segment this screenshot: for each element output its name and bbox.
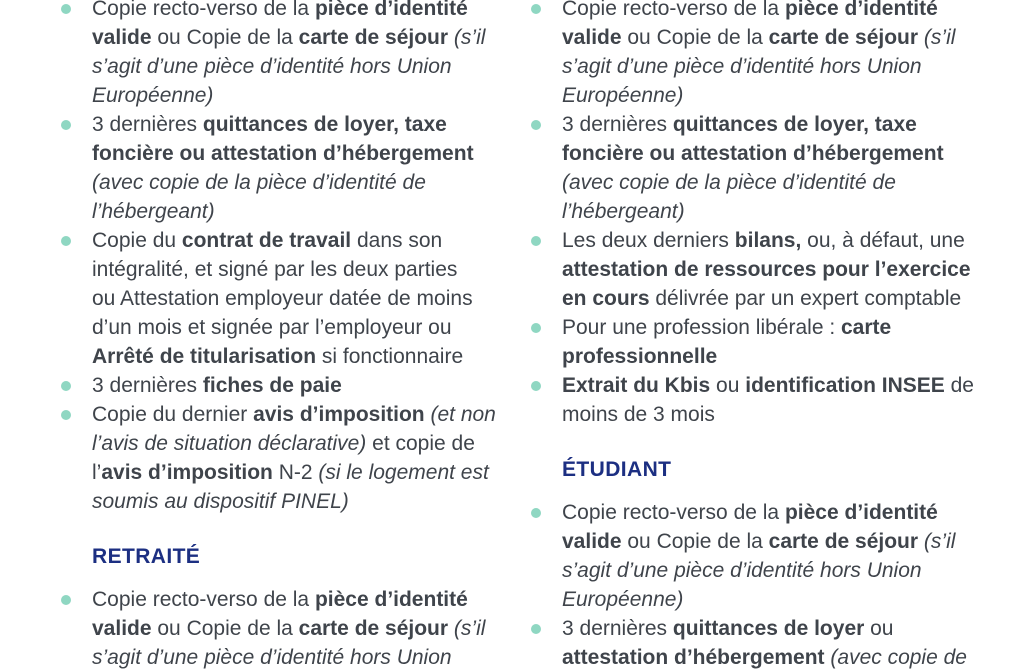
- text-run: s’agit d’une pièce d’identité hors Union: [562, 55, 922, 78]
- list-item: [92, 585, 537, 672]
- text-run: si fonctionnaire: [316, 345, 464, 368]
- text-run: valide: [562, 530, 622, 553]
- text-run: fiches de paie: [202, 374, 342, 397]
- text-run: bilans,: [734, 229, 802, 252]
- requirements-list-independant: [562, 0, 1012, 429]
- text-run: en cours: [562, 287, 650, 310]
- text-run: 3 dernières: [562, 113, 673, 136]
- text-run: Arrêté de titularisation: [92, 345, 317, 368]
- requirements-list-retraite: [92, 585, 537, 672]
- text-run: s’agit d’une pièce d’identité hors Union: [92, 55, 452, 78]
- text-run: s’agit d’une pièce d’identité hors Union: [562, 559, 922, 582]
- list-item: [562, 313, 1012, 371]
- section-heading-retraite: RETRAITÉ: [92, 545, 201, 568]
- list-item: [562, 371, 1012, 429]
- text-run: Copie recto-verso de la: [92, 0, 315, 20]
- section-heading-etudiant: ÉTUDIANT: [562, 458, 672, 481]
- text-run: (s’il: [453, 617, 486, 640]
- column-right: [562, 0, 1012, 672]
- text-run: (si le logement est: [318, 461, 489, 484]
- text-run: Européenne): [92, 84, 214, 107]
- text-run: l’hébergeant): [562, 200, 685, 223]
- text-run: ou Attestation employeur datée de moins: [92, 287, 473, 310]
- text-run: 3 dernières: [562, 617, 673, 640]
- requirements-list-etudiant: [562, 498, 1012, 672]
- text-run: pièce d’identité: [314, 588, 468, 611]
- list-item: [562, 110, 1012, 226]
- text-run: ou Copie de la: [621, 26, 769, 49]
- text-run: (s’il: [923, 530, 956, 553]
- text-run: pièce d’identité: [784, 501, 938, 524]
- text-run: Extrait du Kbis: [562, 374, 711, 397]
- text-run: 3 dernières: [92, 113, 203, 136]
- text-run: valide: [92, 617, 152, 640]
- text-run: Copie du: [92, 229, 182, 252]
- text-run: carte de séjour: [298, 26, 449, 49]
- text-run: Copie recto-verso de la: [92, 588, 315, 611]
- text-run: intégralité, et signé par les deux parties: [92, 258, 458, 281]
- text-run: contrat de travail: [181, 229, 352, 252]
- text-run: (avec copie de la pièce d’identité de: [562, 171, 896, 194]
- text-run: Pour une profession libérale :: [562, 316, 841, 339]
- list-item: [562, 0, 1012, 110]
- text-run: foncière ou attestation d’hébergement: [92, 142, 474, 165]
- text-run: dans son: [351, 229, 443, 252]
- text-run: Les deux derniers: [562, 229, 735, 252]
- text-run: moins de 3 mois: [562, 403, 715, 426]
- text-run: (s’il: [923, 26, 956, 49]
- list-item: [562, 498, 1012, 614]
- text-run: l’avis de situation déclarative): [92, 432, 367, 455]
- text-run: foncière ou attestation d’hébergement: [562, 142, 944, 165]
- text-run: soumis au dispositif PINEL): [92, 490, 349, 513]
- text-run: l’hébergeant): [92, 200, 215, 223]
- text-run: quittances de loyer: [672, 617, 865, 640]
- text-run: valide: [562, 26, 622, 49]
- text-run: avis d’imposition: [101, 461, 273, 484]
- requirements-list-salarie: [92, 0, 537, 516]
- list-item: [92, 371, 537, 400]
- text-run: délivrée par un expert comptable: [649, 287, 962, 310]
- text-run: ou: [864, 617, 894, 640]
- text-run: Copie recto-verso de la: [562, 501, 785, 524]
- text-run: carte de séjour: [768, 26, 919, 49]
- text-run: Copie du dernier: [92, 403, 254, 426]
- text-run: ou Copie de la: [621, 530, 769, 553]
- text-run: (s’il: [453, 26, 486, 49]
- text-run: ou: [710, 374, 746, 397]
- text-run: (avec copie de la pièce d’identité de: [92, 171, 426, 194]
- text-run: quittances de loyer, taxe: [202, 113, 447, 136]
- text-run: ou Copie de la: [151, 26, 299, 49]
- text-run: Européenne): [562, 588, 684, 611]
- text-run: Copie recto-verso de la: [562, 0, 785, 20]
- text-run: identification INSEE: [745, 374, 945, 397]
- list-item: [562, 614, 1012, 672]
- text-run: valide: [92, 26, 152, 49]
- text-run: d’un mois et signée par l’employeur ou: [92, 316, 452, 339]
- text-run: de: [944, 374, 974, 397]
- list-item: [562, 226, 1012, 313]
- text-run: avis d’imposition: [253, 403, 425, 426]
- text-run: carte: [841, 316, 892, 339]
- list-item: [92, 0, 537, 110]
- text-run: attestation de ressources pour l’exercice: [562, 258, 971, 281]
- text-run: professionnelle: [562, 345, 718, 368]
- text-run: (et non: [430, 403, 496, 426]
- text-run: carte de séjour: [298, 617, 449, 640]
- text-run: et copie de: [366, 432, 475, 455]
- list-item: [92, 110, 537, 226]
- list-item: [92, 226, 537, 371]
- text-run: s’agit d’une pièce d’identité hors Union: [92, 646, 452, 669]
- text-run: carte de séjour: [768, 530, 919, 553]
- text-run: ou, à défaut, une: [801, 229, 965, 252]
- text-run: ou Copie de la: [151, 617, 299, 640]
- text-run: attestation d’hébergement: [562, 646, 825, 669]
- text-run: quittances de loyer, taxe: [672, 113, 917, 136]
- text-run: l’: [92, 461, 102, 484]
- text-run: pièce d’identité: [314, 0, 468, 20]
- column-left: [92, 0, 537, 672]
- list-item: [92, 400, 537, 516]
- text-run: (avec copie de: [830, 646, 967, 669]
- text-run: pièce d’identité: [784, 0, 938, 20]
- text-run: 3 dernières: [92, 374, 203, 397]
- text-run: N-2: [272, 461, 319, 484]
- text-run: Européenne): [562, 84, 684, 107]
